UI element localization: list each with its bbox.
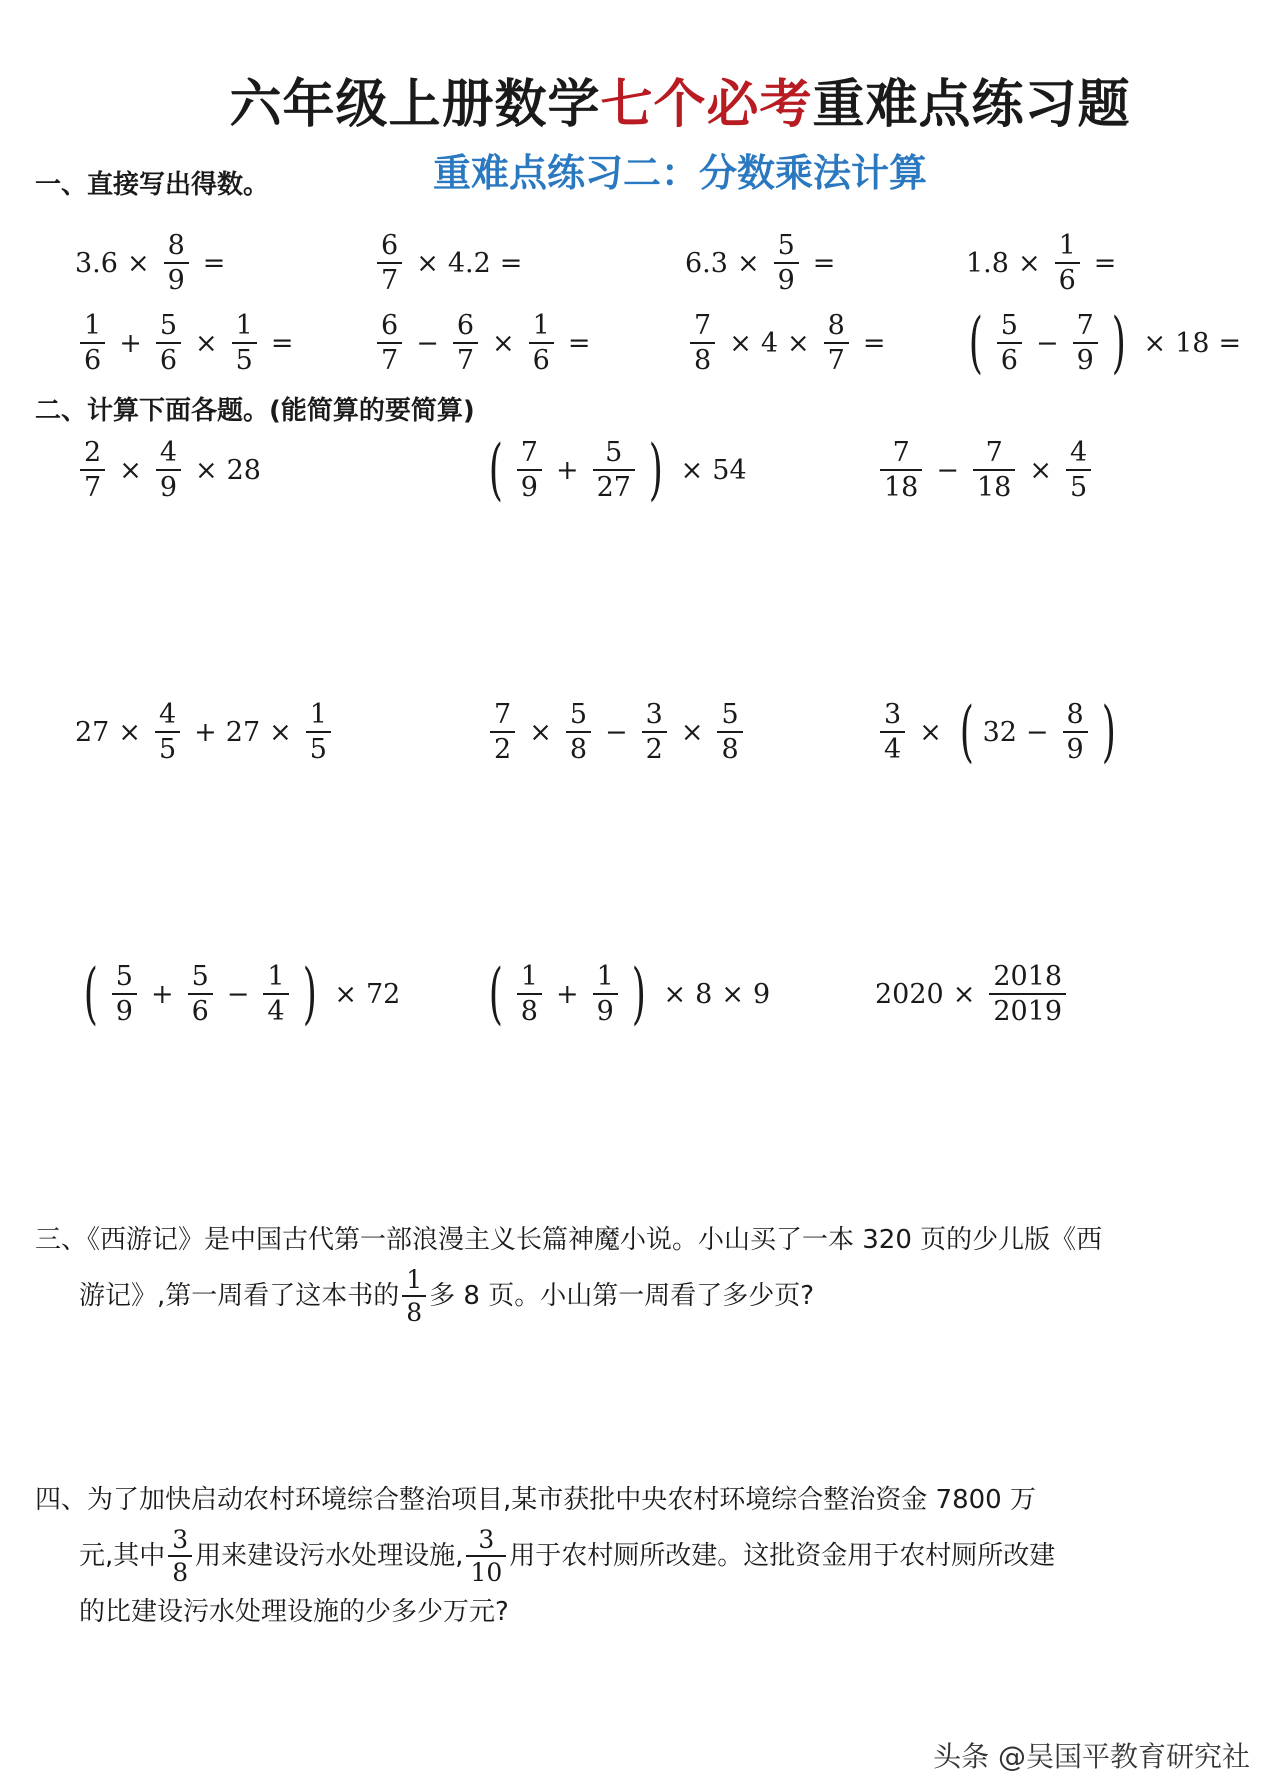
section3-problem [35,1212,1250,1327]
problem-1-2: $\frac{6}{7}$ × 4.2 = [372,223,531,303]
problem-2-9: 2020 × $\frac{2018}{2019}$ [875,954,1071,1034]
section4-line1: 四、为了加快启动农村环境综合整治项目,某市获批中央农村环境综合整治资金 7800 万 [35,1485,1036,1515]
problem-1-4: 1.8 × $\frac{1}{6}$ = [966,230,1117,296]
problem-1-8: ( $\frac{5}{6}$ − $\frac{7}{9}$ ) × 18 = [968,304,1242,381]
problem-2-8: ( $\frac{1}{8}$ + $\frac{1}{9}$ ) × 8 × 9 [488,955,771,1032]
problem-2-5: $\frac{7}{2}$ × $\frac{5}{8}$ − $\frac{3}{2}$ × $\frac{5}{8}$ [485,692,748,772]
problem-1-6: $\frac{6}{7}$ − $\frac{6}{7}$ × $\frac{1}{6}$ = [372,303,599,383]
problem-2-4: 27 × $\frac{4}{5}$ + 27 × $\frac{1}{5}$ [75,692,336,772]
section4-problem [35,1472,1250,1640]
section2-heading: 二、计算下面各题。(能简算的要简算) [35,396,475,426]
section3-line1: 三、《西游记》是中国古代第一部浪漫主义长篇神魔小说。小山买了一本 320 页的少儿版《西 [35,1225,1103,1255]
section4-line2: 元,其中 $\frac{3}{8}$ 用来建设污水处理设施, $\frac{3}{10}$ 用于农村厕所改建。这批资金用于农村厕所改建 [79,1525,1056,1587]
watermark: 头条 @吴国平教育研究社 [933,1740,1250,1773]
problem-1-1: 3.6 × $\frac{8}{9}$ = [75,230,226,296]
problem-2-3: $\frac{7}{18}$ − $\frac{7}{18}$ × $\frac{4}{5}$ [875,430,1096,510]
page-title: 六年级上册数学七个必考重难点练习题 [229,75,1131,135]
section3-line2: 游记》,第一周看了这本书的 $\frac{1}{8}$ 多 8 页。小山第一周看了多少页? [79,1265,815,1327]
problem-2-2: ( $\frac{7}{9}$ + $\frac{5}{27}$ ) × 54 [488,431,747,508]
problem-2-6: $\frac{3}{4}$ × ( 32 − $\frac{8}{9}$ ) [875,692,1124,772]
problem-2-1: $\frac{2}{7}$ × $\frac{4}{9}$ × 28 [75,430,261,510]
problem-2-7: ( $\frac{5}{9}$ + $\frac{5}{6}$ − $\frac{1}{4}$ ) × 72 [83,955,401,1032]
page-subtitle: 重难点练习二：分数乘法计算 [432,151,927,195]
section1-heading: 一、直接写出得数。 [35,170,270,200]
problem-1-7: $\frac{7}{8}$ × 4 × $\frac{8}{7}$ = [685,303,894,383]
problem-1-3: 6.3 × $\frac{5}{9}$ = [685,230,836,296]
problem-1-5: $\frac{1}{6}$ + $\frac{5}{6}$ × $\frac{1}{5}$ = [75,303,302,383]
section4-line3: 的比建设污水处理设施的少多少万元? [79,1597,509,1627]
